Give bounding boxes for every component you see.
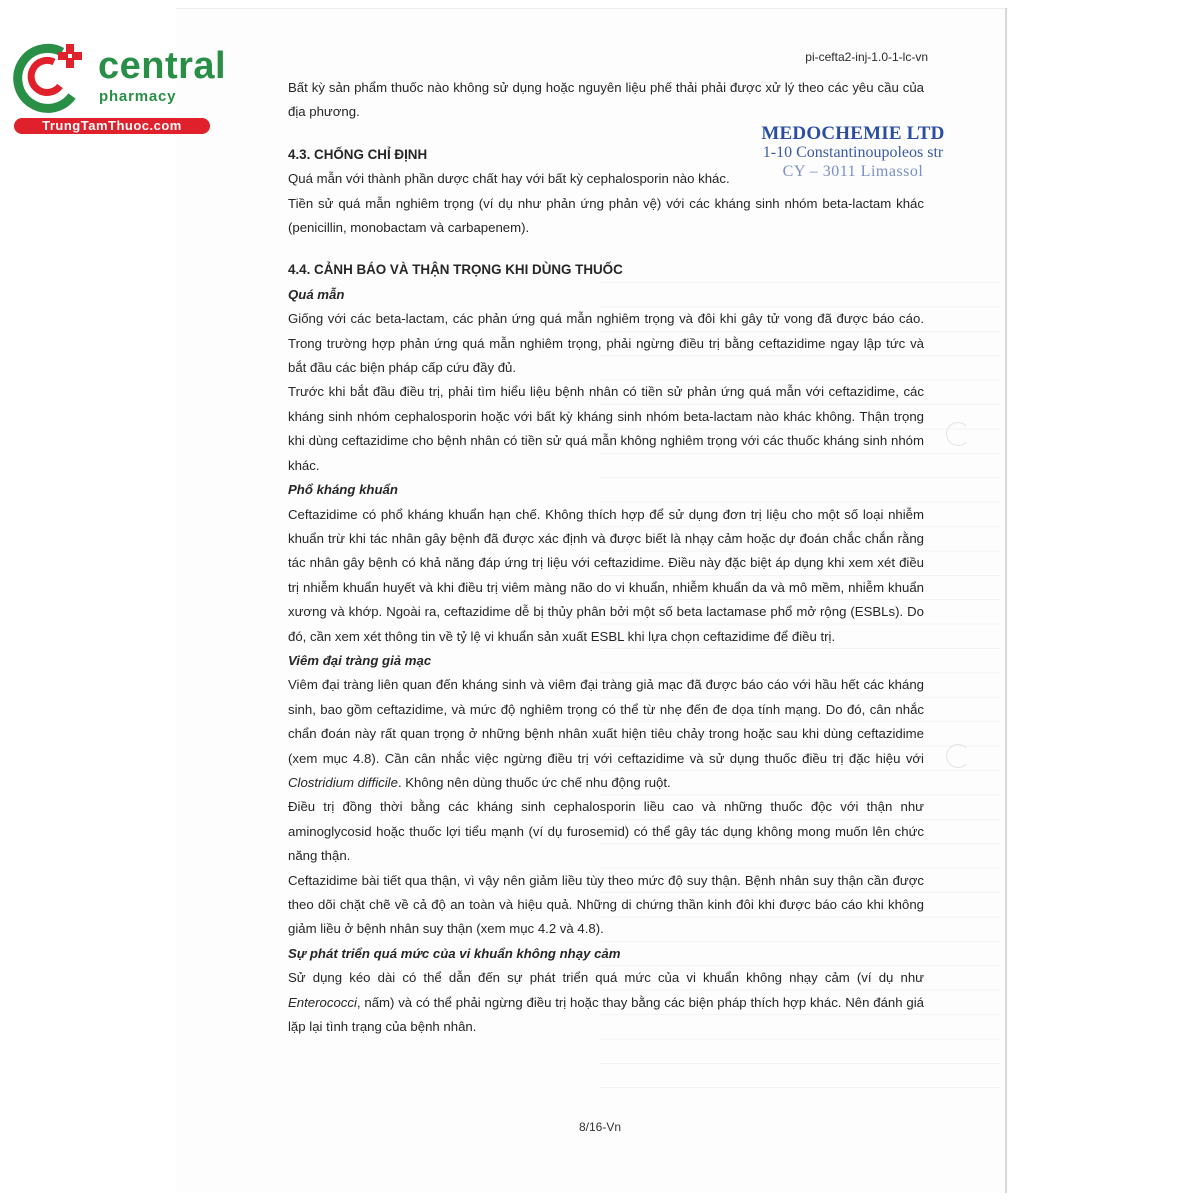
stamp-company-name: MEDOCHEMIE LTD (761, 123, 945, 144)
spectrum-p1: Ceftazidime có phổ kháng khuẩn hạn chế. Không thích hợp để sử dụng đơn trị liệu cho một số loại nhiễm khuẩn trừ khi tác nhân gây bệnh đã được xác định và được biết là nhạy cảm hoặc dự đoán chắc chắn rằng tác nhân gây bệnh có khả năng đáp ứng trị liệu với ceftazidime. Điều này đặc biệt áp dụng khi xem xét điều trị nhiễm khuẩn huyết và khi điều trị viêm màng não do vi khuẩn, nhiễm khuẩn da và mô mềm, nhiễm khuẩn xương và khớp. Ngoài ra, ceftazidime dễ bị thủy phân bởi một số beta lactamase phổ mở rộng (ESBLs). Do đó, cần xem xét thông tin về tỷ lệ vi khuẩn sản xuất ESBL khi lựa chọn ceftazidime để điều trị. (288, 506, 924, 644)
colitis-heading: Viêm đại tràng giả mạc (288, 652, 432, 668)
page-right-edge (1005, 8, 1007, 1193)
document-body (288, 76, 924, 1039)
page-number: 8/16-Vn (578, 1120, 622, 1134)
organism-name: Enterococci (288, 994, 357, 1010)
document-code: pi-cefta2-inj-1.0-1-lc-vn (805, 50, 928, 64)
logo-subtitle: pharmacy (99, 88, 177, 105)
overgrowth-p1-text: Sử dụng kéo dài có thể dẫn đến sự phát triển quá mức của vi khuẩn không nhạy cảm (ví dụ như (288, 970, 924, 986)
punch-hole-mark (946, 422, 970, 446)
colitis-p1-text-end: . Không nên dùng thuốc ức chế nhu động ruột. (397, 774, 671, 790)
organism-name: Clostridium difficile (288, 774, 398, 790)
section-4-3-title: 4.3. CHỐNG CHỈ ĐỊNH (288, 146, 428, 162)
punch-hole-mark (946, 744, 970, 768)
overgrowth-heading: Sự phát triển quá mức của vi khuẩn không nhạy cảm (288, 945, 621, 961)
hypersensitivity-p1: Giống với các beta-lactam, các phản ứng quá mẫn nghiêm trọng và đôi khi gây tử vong đã được báo cáo. Trong trường hợp phản ứng quá mẫn nghiêm trọng, phải ngừng điều trị bằng ceftazidime ngay lập tức và bắt đầu các biện pháp cấp cứu đầy đủ. (288, 311, 924, 376)
stamp-city: CY – 3011 Limassol (782, 163, 924, 180)
spectrum-heading: Phổ kháng khuẩn (288, 482, 398, 498)
overgrowth-p1 (288, 966, 924, 1039)
colitis-p1-text: Viêm đại tràng liên quan đến kháng sinh và viêm đại tràng giả mạc đã được báo cáo với hầu hết các kháng sinh, bao gồm ceftazidime, và mức độ nghiêm trọng có thể từ nhẹ đến đe dọa tính mạng. Do đó, cân nhắc chẩn đoán này rất quan trọng ở những bệnh nhân xuất hiện tiêu chảy trong hoặc sau khi dùng ceftazidime (xem mục 4.8). Cần cân nhắc việc ngừng điều trị với ceftazidime và sử dụng thuốc điều trị đặc hiệu với (288, 677, 924, 766)
central-pharmacy-logo[interactable] (10, 38, 227, 138)
colitis-p2: Điều trị đồng thời bằng các kháng sinh cephalosporin liều cao và những thuốc độc với thận như aminoglycosid hoặc thuốc lợi tiểu mạnh (ví dụ furosemid) có thể gây tác dụng không mong muốn lên chức năng thận. (288, 799, 924, 864)
contraindication-p2: Tiền sử quá mẫn nghiêm trọng (ví dụ như phản ứng phản vệ) với các kháng sinh nhóm beta-lactam khác (penicillin, monobactam và carbapenem). (288, 195, 924, 236)
page-top-edge (176, 8, 1008, 9)
colitis-p1 (288, 673, 924, 795)
overgrowth-p1-text-end: , nấm) và có thể phải ngừng điều trị hoặc thay bằng các biện pháp thích hợp khác. Nên đánh giá lặp lại tình trạng của bệnh nhân. (288, 994, 924, 1035)
pharmacy-cross-logo-icon (10, 38, 90, 113)
logo-brand-text: central (98, 45, 227, 87)
hypersensitivity-p2: Trước khi bắt đầu điều trị, phải tìm hiểu liệu bệnh nhân có tiền sử phản ứng quá mẫn với ceftazidime, các kháng sinh nhóm cephalosporin hoặc với bất kỳ kháng sinh nhóm beta-lactam nào khác không. Thận trọng khi dùng ceftazidime cho bệnh nhân có tiền sử quá mẫn không nghiêm trọng với các thuốc kháng sinh nhóm khác. (288, 384, 924, 473)
logo-website-banner: TrungTamThuoc.com (14, 118, 210, 134)
disposal-paragraph: Bất kỳ sản phẩm thuốc nào không sử dụng hoặc nguyên liệu phế thải phải được xử lý theo các yêu cầu của địa phương. (288, 80, 924, 120)
hypersensitivity-heading: Quá mẫn (288, 286, 345, 302)
section-4-4-title: 4.4. CẢNH BÁO VÀ THẬN TRỌNG KHI DÙNG THUỐC (288, 262, 623, 278)
stamp-address: 1-10 Constantinoupoleos str (762, 144, 944, 161)
contraindication-p1: Quá mẫn với thành phần dược chất hay với bất kỳ cephalosporin nào khác. (288, 171, 730, 187)
renal-p3: Ceftazidime bài tiết qua thận, vì vậy nên giảm liều tùy theo mức độ suy thận. Bệnh nhân suy thận cần được theo dõi chặt chẽ về cả độ an toàn và hiệu quả. Những di chứng thần kinh đôi khi được báo cáo khi không giảm liều ở bệnh nhân suy thận (xem mục 4.2 và 4.8). (288, 872, 924, 937)
